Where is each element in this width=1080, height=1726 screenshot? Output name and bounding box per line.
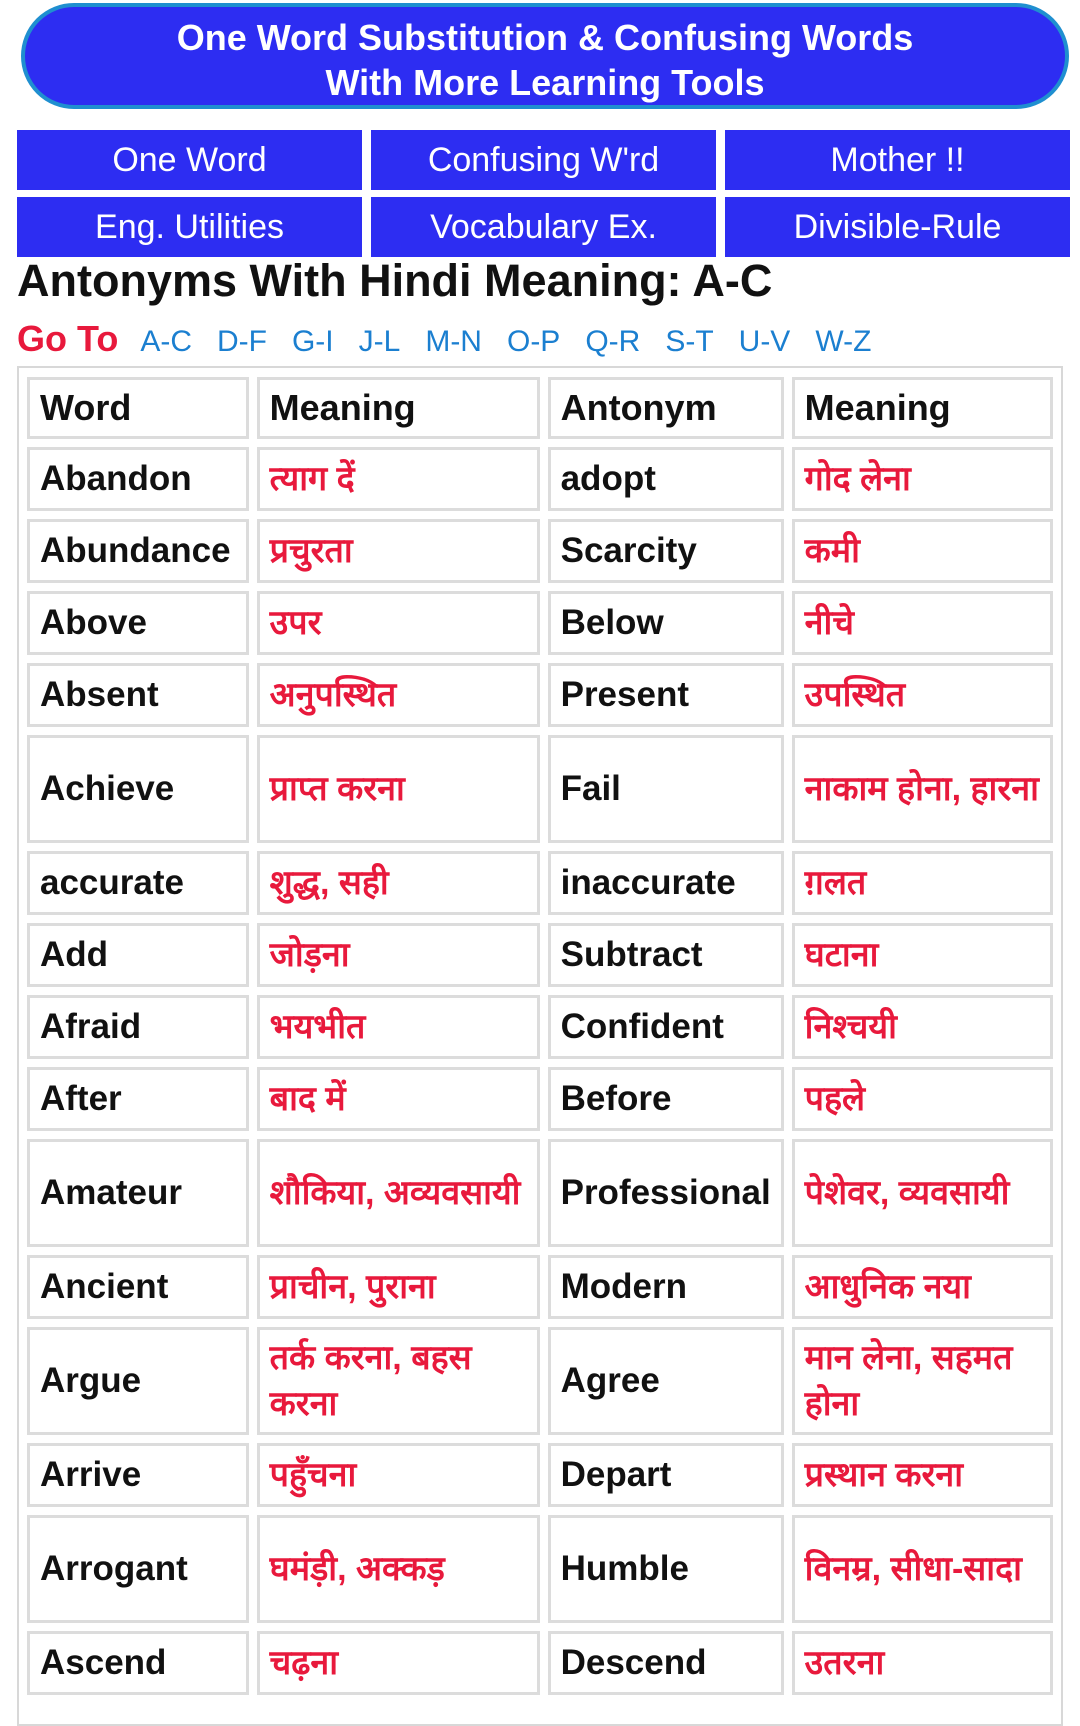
meaning-cell: चढ़ना [257,1631,540,1695]
antonym-meaning-cell: गोद लेना [792,447,1053,511]
table-row [27,851,1053,915]
header-antonym-meaning: Meaning [792,377,1053,439]
table-row [27,1255,1053,1319]
meaning-cell: तर्क करना, बहस करना [257,1327,540,1435]
antonym-meaning-cell: ग़लत [792,851,1053,915]
antonym-meaning-cell: आधुनिक नया [792,1255,1053,1319]
word-cell: After [27,1067,249,1131]
header-antonym: Antonym [548,377,784,439]
table-row [27,923,1053,987]
meaning-cell: अनुपस्थित [257,663,540,727]
banner-title-line2: With More Learning Tools [325,62,765,103]
antonym-meaning-cell: उतरना [792,1631,1053,1695]
antonym-cell: Professional [548,1139,784,1247]
antonym-table-container [17,366,1063,1726]
word-cell: Abundance [27,519,249,583]
antonym-meaning-cell: कमी [792,519,1053,583]
antonym-cell: adopt [548,447,784,511]
goto-link-q-r[interactable]: Q-R [585,325,641,358]
table-row [27,1139,1053,1247]
word-cell: accurate [27,851,249,915]
word-cell: Ancient [27,1255,249,1319]
antonym-cell: Below [548,591,784,655]
goto-link-s-t[interactable]: S-T [665,325,714,358]
antonym-meaning-cell: निश्चयी [792,995,1053,1059]
antonym-cell: Depart [548,1443,784,1507]
word-cell: Arrogant [27,1515,249,1623]
table-row [27,447,1053,511]
goto-link-j-l[interactable]: J-L [358,325,401,358]
word-cell: Amateur [27,1139,249,1247]
table-row [27,519,1053,583]
header-word: Word [27,377,249,439]
goto-link-g-i[interactable]: G-I [291,325,334,358]
goto-link-a-c[interactable]: A-C [140,325,192,358]
table-row [27,1067,1053,1131]
word-cell: Absent [27,663,249,727]
goto-link-o-p[interactable]: O-P [506,325,561,358]
goto-link-d-f[interactable]: D-F [216,325,267,358]
nav-confusing-words-button[interactable]: Confusing W'rd [371,130,716,190]
antonym-meaning-cell: नाकाम होना, हारना [792,735,1053,843]
meaning-cell: उपर [257,591,540,655]
antonym-meaning-cell: पहले [792,1067,1053,1131]
table-row [27,1631,1053,1695]
meaning-cell: घमंड़ी, अक्कड़ [257,1515,540,1623]
table-row [27,591,1053,655]
nav-buttons [17,130,1071,264]
table-row [27,995,1053,1059]
table-row [27,1327,1053,1435]
nav-row [17,197,1071,257]
page-title: Antonyms With Hindi Meaning: A-C [17,255,773,306]
antonym-table [19,369,1061,1703]
banner-title-line1: One Word Substitution & Confusing Words [176,17,914,58]
meaning-cell: प्रचुरता [257,519,540,583]
word-cell: Add [27,923,249,987]
goto-link-m-n[interactable]: M-N [425,325,482,358]
meaning-cell: त्याग दें [257,447,540,511]
meaning-cell: शौकिया, अव्यवसायी [257,1139,540,1247]
antonym-meaning-cell: मान लेना, सहमत होना [792,1327,1053,1435]
meaning-cell: पहुँचना [257,1443,540,1507]
antonym-cell: Descend [548,1631,784,1695]
antonym-cell: Agree [548,1327,784,1435]
meaning-cell: प्राचीन, पुराना [257,1255,540,1319]
nav-mother-button[interactable]: Mother !! [725,130,1070,190]
header-meaning: Meaning [257,377,540,439]
word-cell: Abandon [27,447,249,511]
antonym-meaning-cell: विनम्र, सीधा-सादा [792,1515,1053,1623]
antonym-meaning-cell: नीचे [792,591,1053,655]
antonym-meaning-cell: घटाना [792,923,1053,987]
antonym-cell: Subtract [548,923,784,987]
antonym-cell: inaccurate [548,851,784,915]
word-cell: Afraid [27,995,249,1059]
goto-link-w-z[interactable]: W-Z [815,325,872,358]
word-cell: Argue [27,1327,249,1435]
meaning-cell: जोड़ना [257,923,540,987]
table-row [27,1515,1053,1623]
word-cell: Ascend [27,1631,249,1695]
antonym-cell: Scarcity [548,519,784,583]
goto-link-u-v[interactable]: U-V [738,325,791,358]
table-body [27,447,1053,1695]
word-cell: Above [27,591,249,655]
nav-one-word-button[interactable]: One Word [17,130,362,190]
antonym-meaning-cell: पेशेवर, व्यवसायी [792,1139,1053,1247]
table-row [27,735,1053,843]
antonym-meaning-cell: प्रस्थान करना [792,1443,1053,1507]
meaning-cell: प्राप्त करना [257,735,540,843]
antonym-cell: Fail [548,735,784,843]
antonym-meaning-cell: उपस्थित [792,663,1053,727]
meaning-cell: भयभीत [257,995,540,1059]
antonym-cell: Present [548,663,784,727]
table-header-row [27,377,1053,439]
meaning-cell: शुद्ध, सही [257,851,540,915]
antonym-cell: Modern [548,1255,784,1319]
word-cell: Arrive [27,1443,249,1507]
nav-vocabulary-button[interactable]: Vocabulary Ex. [371,197,716,257]
table-row [27,1443,1053,1507]
goto-bar [17,318,896,360]
goto-label: Go To [17,318,119,359]
nav-divisible-rule-button[interactable]: Divisible-Rule [725,197,1070,257]
app-banner [21,3,1069,109]
antonym-cell: Humble [548,1515,784,1623]
nav-eng-utilities-button[interactable]: Eng. Utilities [17,197,362,257]
antonym-cell: Confident [548,995,784,1059]
nav-row [17,130,1071,190]
table-row [27,663,1053,727]
meaning-cell: बाद में [257,1067,540,1131]
antonym-cell: Before [548,1067,784,1131]
word-cell: Achieve [27,735,249,843]
